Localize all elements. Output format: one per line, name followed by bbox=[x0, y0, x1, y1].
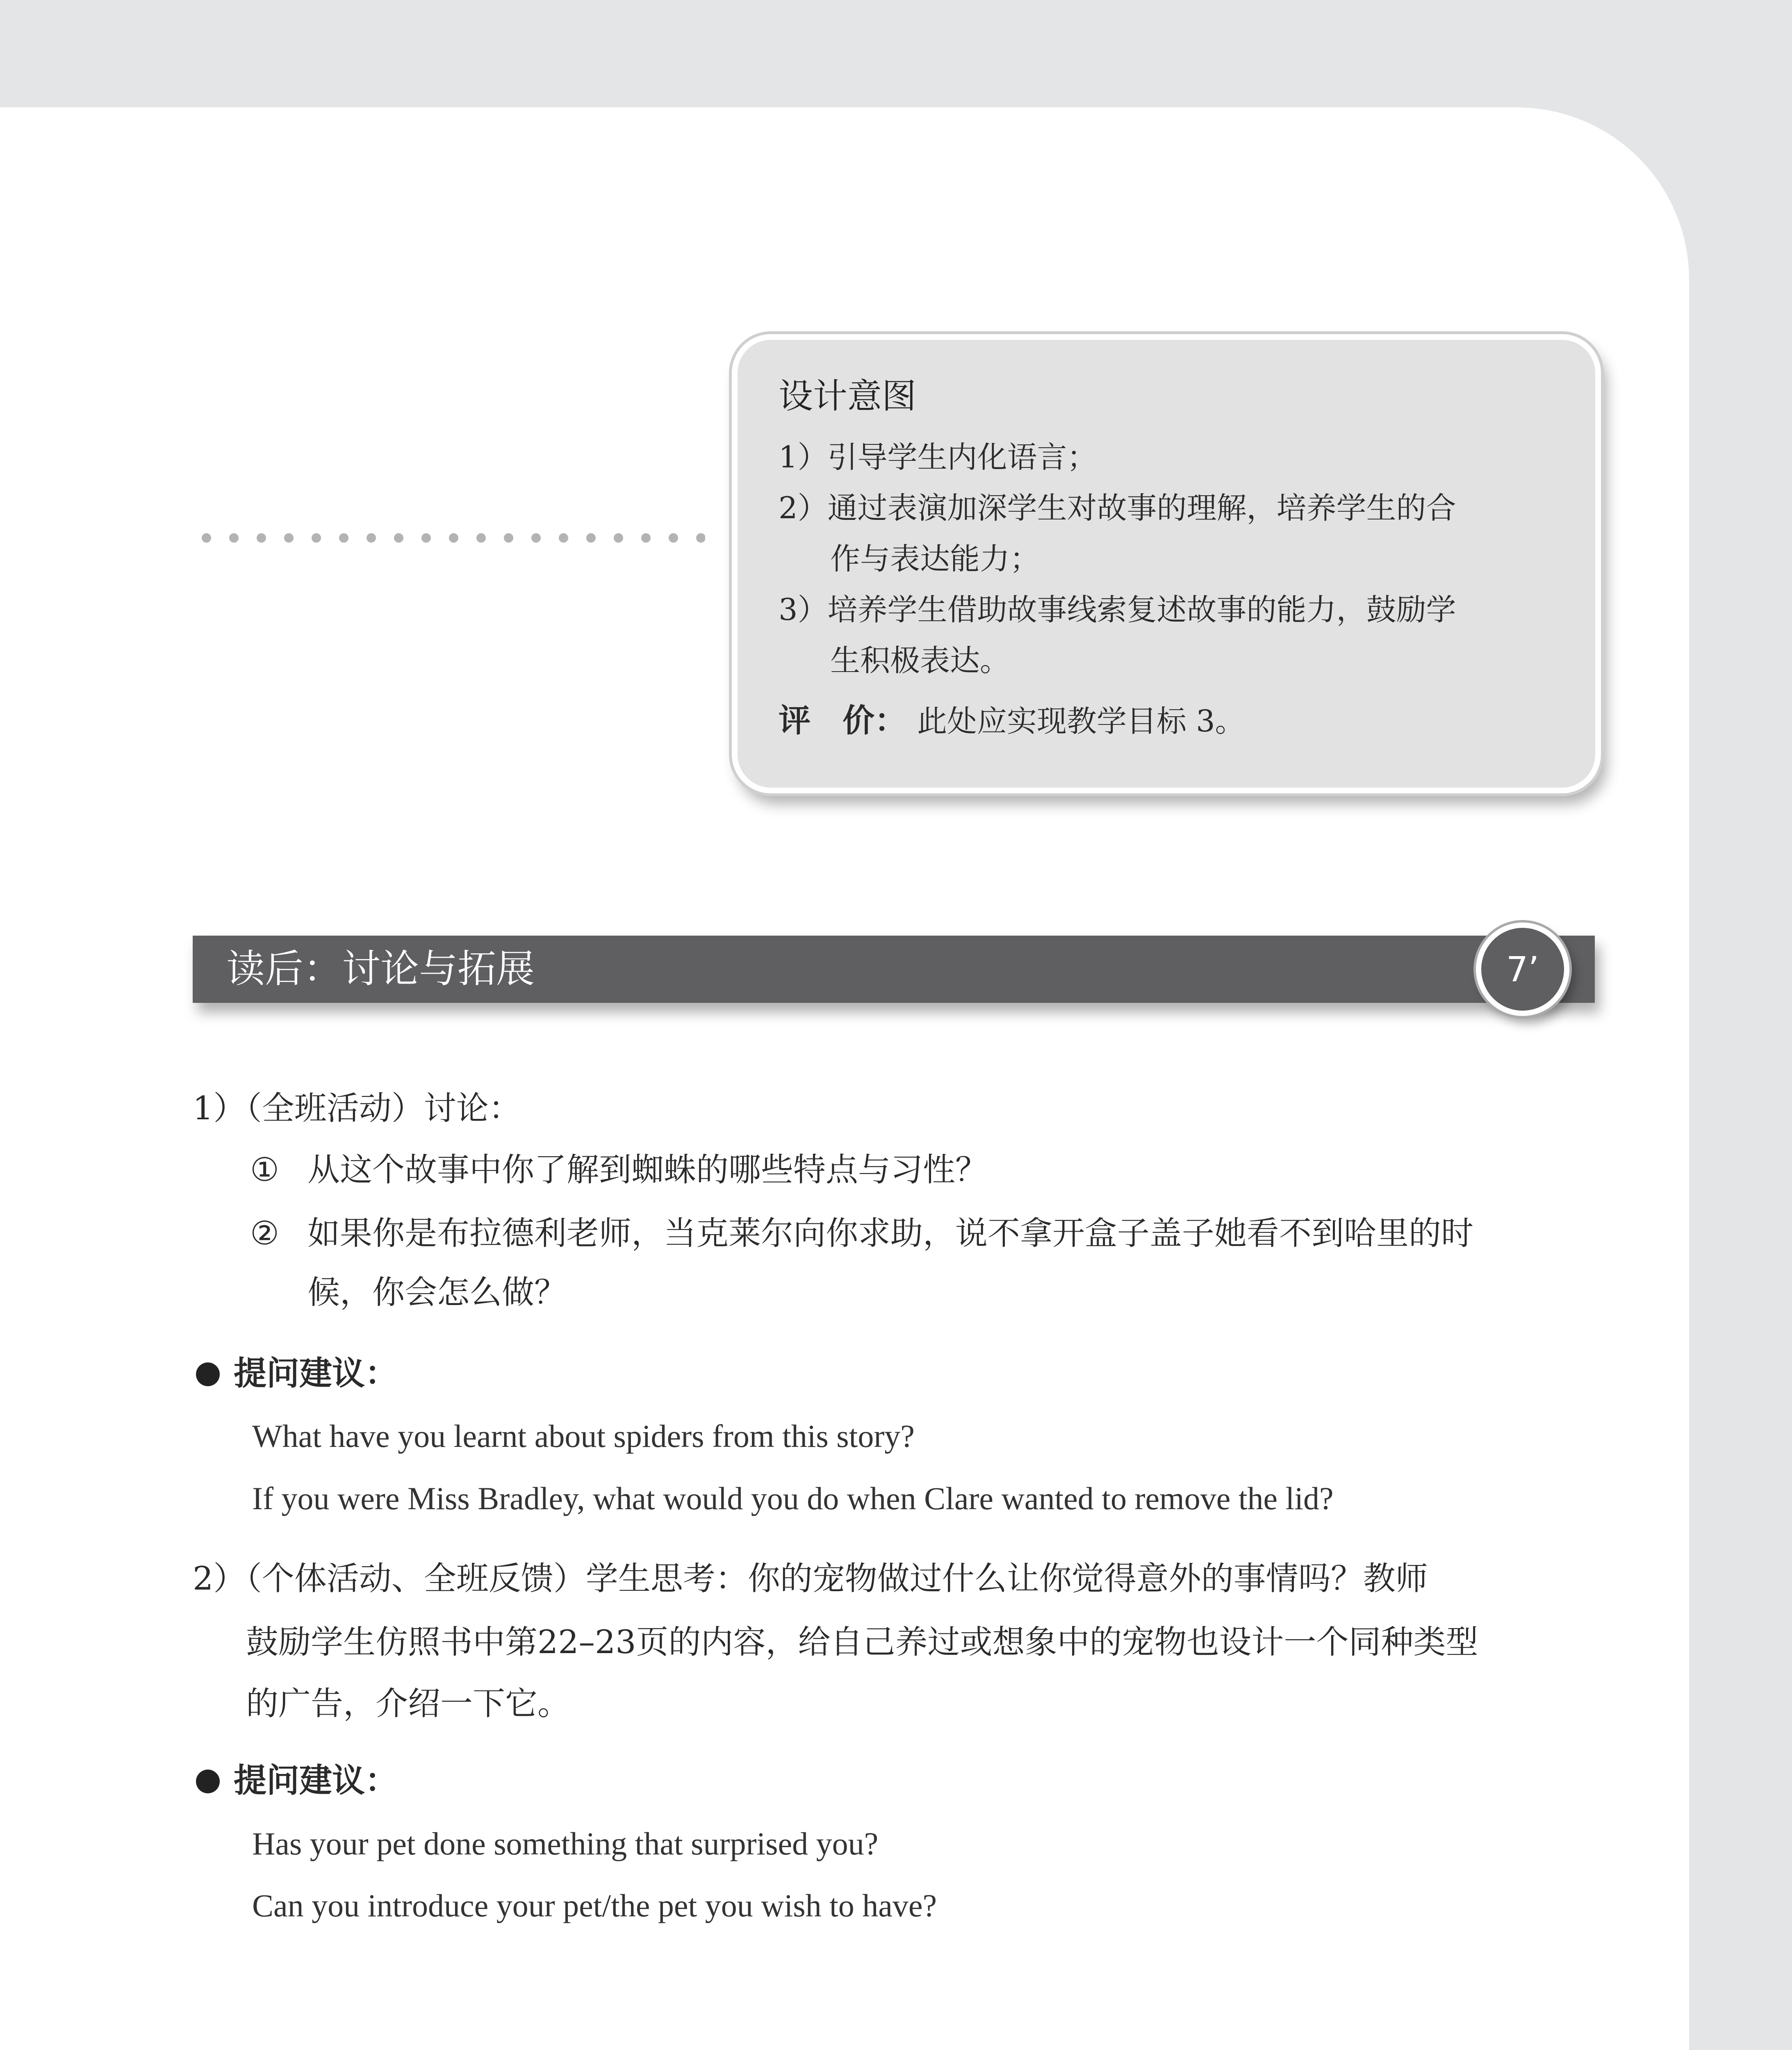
tips-label: 提问建议： bbox=[234, 1761, 398, 1799]
design-intent-item-continued: 生积极表达。 bbox=[830, 643, 1010, 678]
question-tips-heading bbox=[196, 1756, 398, 1805]
item-number: 1） bbox=[779, 440, 828, 475]
question-tips-heading bbox=[196, 1349, 398, 1398]
suggested-question: If you were Miss Bradley, what would you do when Clare wanted to remove the lid? bbox=[252, 1481, 1334, 1516]
suggested-question: Has your pet done something that surprised you? bbox=[252, 1826, 879, 1861]
item-number: 2） bbox=[779, 491, 828, 526]
tips-label: 提问建议： bbox=[234, 1354, 398, 1392]
evaluation-line bbox=[779, 695, 1554, 747]
design-intent-box bbox=[732, 334, 1601, 793]
question-text: 如果你是布拉德利老师，当克莱尔向你求助，说不拿开盒子盖子她看不到哈里的时 bbox=[307, 1214, 1473, 1252]
item-text: 通过表演加深学生对故事的理解，培养学生的合 bbox=[827, 491, 1456, 526]
item-text: 引导学生内化语言； bbox=[827, 440, 1097, 475]
time-badge: 7’ bbox=[1476, 922, 1569, 1016]
design-intent-item bbox=[779, 432, 1554, 483]
question-text: 从这个故事中你了解到蜘蛛的哪些特点与习性？ bbox=[307, 1151, 988, 1189]
design-intent-title: 设计意图 bbox=[779, 376, 917, 416]
question-marker: ① bbox=[250, 1151, 279, 1189]
section-title: 读后：讨论与拓展 bbox=[226, 947, 535, 991]
dotted-leader bbox=[193, 533, 705, 543]
item-text: 培养学生借助故事线索复述故事的能力，鼓励学 bbox=[827, 592, 1456, 627]
activity-2-line: 鼓励学生仿照书中第22–23页的内容，给自己养过或想象中的宠物也设计一个同种类型 bbox=[246, 1623, 1478, 1661]
question-marker: ② bbox=[250, 1214, 279, 1252]
design-intent-item-continued: 作与表达能力； bbox=[830, 542, 1040, 576]
item-number: 3） bbox=[779, 592, 828, 627]
design-intent-item bbox=[779, 483, 1554, 534]
activity-2-line: 2）（个体活动、全班反馈）学生思考：你的宠物做过什么让你觉得意外的事情吗？教师 bbox=[193, 1560, 1428, 1597]
evaluation-text: 此处应实现教学目标 3。 bbox=[917, 704, 1245, 739]
activity-2-line: 的广告，介绍一下它。 bbox=[246, 1685, 570, 1722]
evaluation-label: 评 价： bbox=[779, 702, 907, 739]
discussion-question-2 bbox=[250, 1205, 1473, 1262]
section-header-bar bbox=[193, 936, 1595, 1003]
design-intent-item bbox=[779, 585, 1554, 636]
bullet-icon bbox=[196, 1770, 220, 1793]
activity-1-heading: 1）（全班活动）讨论： bbox=[193, 1089, 521, 1127]
discussion-question-1 bbox=[250, 1141, 988, 1198]
suggested-question: Can you introduce your pet/the pet you wish to have? bbox=[252, 1888, 937, 1923]
bullet-icon bbox=[196, 1362, 220, 1386]
suggested-question: What have you learnt about spiders from this story? bbox=[252, 1418, 915, 1454]
discussion-question-2-continued: 候，你会怎么做？ bbox=[307, 1273, 567, 1311]
